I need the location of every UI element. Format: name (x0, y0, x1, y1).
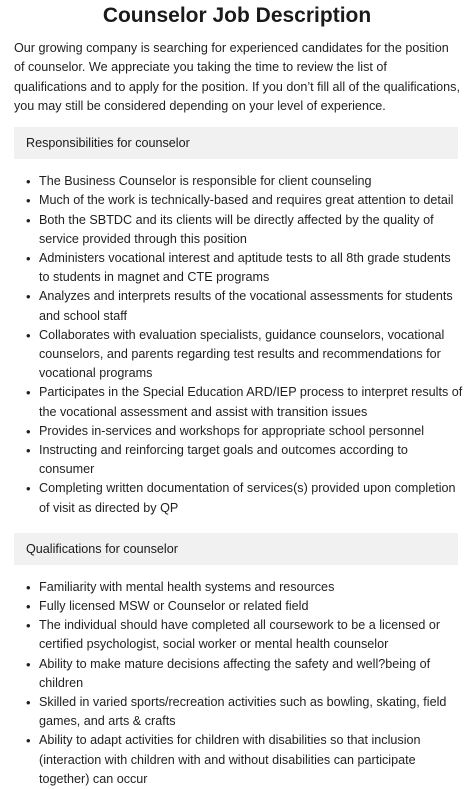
list-item-text: Ability to make mature decisions affecting the safety and well?being of children (39, 656, 431, 690)
list-item-text: Collaborates with evaluation specialists, guidance counselors, vocational counselors, and parents regarding test results and recommendations for vocational programs (39, 327, 445, 381)
list-item-text: Familiarity with mental health systems and resources (39, 579, 335, 594)
list-item-text: Provides in-services and workshops for appropriate school personnel (39, 423, 425, 438)
bullet-icon: • (26, 174, 31, 190)
list-item (24, 422, 464, 441)
page-title: Counselor Job Description (102, 4, 372, 27)
bullet-icon: • (26, 193, 31, 209)
list-item (24, 326, 464, 384)
intro-paragraph: Our growing company is searching for experienced candidates for the position of counselor. We appreciate you taking the time to review the list of qualifications and to apply for the position. If you don’t fill all of the qualifications, you may still be considered depending on your level of experience. (14, 41, 460, 113)
bullet-icon: • (26, 579, 31, 595)
list-item-text: Administers vocational interest and aptitude tests to all 8th grade students to students in magnet and CTE programs (39, 251, 451, 285)
responsibilities-list (24, 172, 464, 518)
list-item (24, 655, 464, 693)
list-item (24, 211, 464, 249)
list-item (24, 383, 464, 421)
list-item (24, 578, 464, 597)
list-item (24, 616, 464, 654)
list-item-text: Skilled in varied sports/recreation activities such as bowling, skating, field games, and arts & crafts (39, 695, 447, 729)
bullet-icon: • (26, 733, 31, 749)
list-item (24, 479, 464, 517)
bullet-icon: • (26, 481, 31, 497)
qualifications-list (24, 578, 464, 789)
list-item (24, 597, 464, 616)
list-item-text: Much of the work is technically-based and requires great attention to detail (39, 193, 454, 208)
bullet-icon: • (26, 443, 31, 459)
bullet-icon: • (26, 656, 31, 672)
bullet-icon: • (26, 695, 31, 711)
list-item-text: Participates in the Special Education ARD/IEP process to interpret results of the vocational assessment and assist with transition issues (39, 385, 463, 419)
list-item (24, 693, 464, 731)
list-item (24, 731, 464, 789)
list-item (24, 172, 464, 191)
list-item-text: The individual should have completed all coursework to be a licensed or certified psychologist, social worker or mental health counselor (39, 618, 441, 652)
list-item-text: Analyzes and interprets results of the vocational assessments for students and school staff (39, 289, 453, 323)
bullet-icon: • (26, 599, 31, 615)
bullet-icon: • (26, 212, 31, 228)
list-item-text: Both the SBTDC and its clients will be directly affected by the quality of service provided through this position (39, 212, 434, 246)
list-item-text: The Business Counselor is responsible for client counseling (39, 174, 372, 189)
bullet-icon: • (26, 423, 31, 439)
responsibilities-heading: Responsibilities for counselor (14, 127, 458, 159)
list-item-text: Completing written documentation of services(s) provided upon completion of visit as directed by QP (39, 481, 456, 515)
list-item (24, 287, 464, 325)
bullet-icon: • (26, 385, 31, 401)
list-item-text: Fully licensed MSW or Counselor or related field (39, 599, 309, 614)
list-item-text: Ability to adapt activities for children with disabilities so that inclusion (interaction with children with and without disabilities can participate together) can occur (39, 733, 421, 786)
list-item (24, 249, 464, 287)
qualifications-heading: Qualifications for counselor (14, 533, 458, 565)
bullet-icon: • (26, 327, 31, 343)
list-item-text: Instructing and reinforcing target goals and outcomes according to consumer (39, 443, 408, 477)
bullet-icon: • (26, 618, 31, 634)
bullet-icon: • (26, 251, 31, 266)
list-item (24, 191, 464, 210)
bullet-icon: • (26, 289, 31, 305)
list-item (24, 441, 464, 479)
